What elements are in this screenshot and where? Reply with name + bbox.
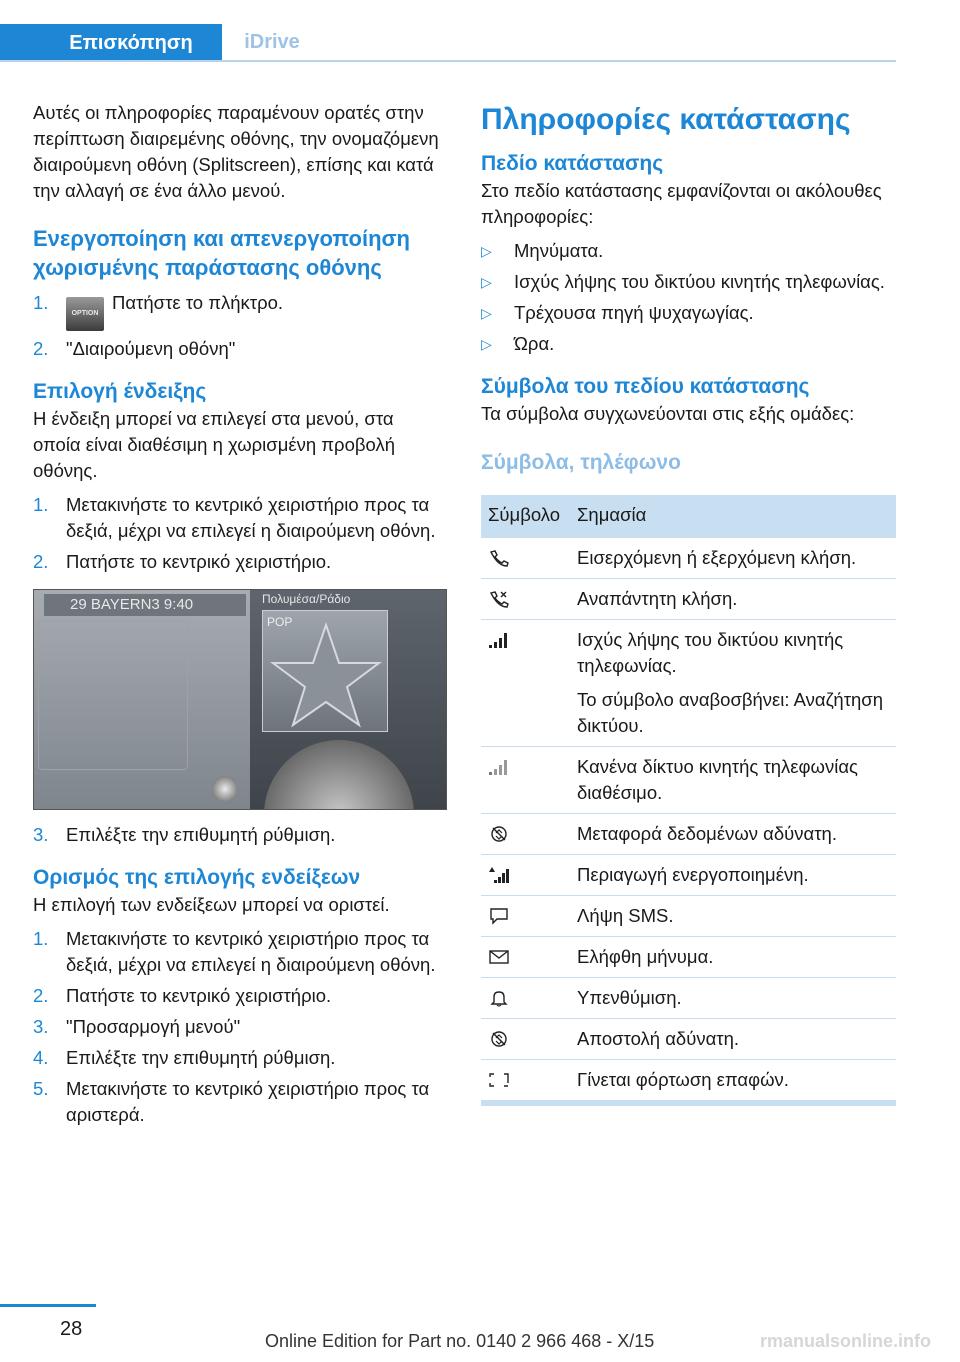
screen-splitscreen-title: Πολυμέσα/Ράδιο [262,592,351,606]
list-item [481,238,896,264]
triangle-bullet-icon: ▷ [481,274,492,290]
step-number: 1. [33,292,49,313]
header-rule [0,60,896,62]
data-blocked-icon [488,825,510,843]
page-header [0,0,896,62]
meaning-cell [570,978,896,1019]
signal-strength-icon [488,631,510,649]
contacts-loading-icon [488,1071,510,1089]
sms-bubble-icon [488,907,510,925]
table-row [481,814,896,855]
controller-knob [212,776,238,802]
list-item [33,1014,445,1040]
list-item-text: Μηνύματα. [514,240,604,261]
heading-select-display: Επιλογή ένδειξης [33,380,207,403]
select-steps [33,492,445,575]
heading-status-field: Πεδίο κατάστασης [481,152,664,175]
meaning-cell [570,937,896,978]
footer-rule [0,1304,96,1307]
symbols-table [481,495,896,1106]
step-number: 2. [33,985,49,1006]
tab-idrive[interactable]: iDrive [244,30,300,53]
symbol-cell [481,620,570,747]
meaning-cell [570,747,896,814]
star-icon [263,611,389,733]
list-item [33,492,445,544]
symbol-cell [481,538,570,579]
list-item-text: Ισχύς λήψης του δικτύου κινητής τηλεφωνίας. [514,271,885,292]
status-field-paragraph: Στο πεδίο κατάστασης εμφανίζονται οι ακόλουθες πληροφορίες: [481,180,882,227]
symbol-cell [481,1060,570,1101]
list-item [33,1076,445,1128]
step-number: 3. [33,1016,49,1037]
step-text: Πατήστε το πλήκτρο. [112,292,284,313]
heading-symbols: Σύμβολα του πεδίου κατάστασης [481,375,810,398]
step-number: 3. [33,824,49,845]
table-row [481,579,896,620]
splitscreen-photo [33,589,447,810]
watermark: rmanualsonline.info [760,1331,932,1351]
table-row [481,1019,896,1060]
meaning-cell [570,620,896,747]
meaning-text: Ισχύς λήψης του δικτύου κινητής τηλεφωνίας. [577,629,844,676]
meaning-text: Γίνεται φόρτωση επαφών. [577,1069,789,1090]
tab-overview[interactable]: Επισκόπηση [0,24,222,62]
step-number: 1. [33,928,49,949]
step-text: Επιλέξτε την επιθυμητή ρύθμιση. [66,824,336,845]
list-item [33,336,445,362]
album-cover [262,610,388,732]
step-text: Επιλέξτε την επιθυμητή ρύθμιση. [66,1047,336,1068]
step-text: Μετακινήστε το κεντρικό χειριστήριο προς τα δεξιά, μέχρι να επιλεγεί η διαιρούμενη οθόνη. [66,928,436,975]
envelope-icon [488,948,510,966]
symbol-cell [481,1019,570,1060]
step-text: "Διαιρούμενη οθόνη" [66,338,236,359]
status-items [481,238,896,357]
table-row [481,747,896,814]
table-row [481,937,896,978]
symbol-cell [481,937,570,978]
symbol-cell [481,978,570,1019]
table-row [481,1060,896,1101]
triangle-bullet-icon: ▷ [481,305,492,321]
meaning-text: Υπενθύμιση. [577,987,682,1008]
meaning-cell [570,814,896,855]
list-item [481,269,896,295]
no-network-icon [488,758,510,776]
meaning-cell [570,896,896,937]
meaning-cell [570,1019,896,1060]
meaning-text: Αποστολή αδύνατη. [577,1028,740,1049]
step-number: 2. [33,338,49,359]
table-footer-row [481,1101,896,1106]
list-item-text: Τρέχουσα πηγή ψυχαγωγίας. [514,302,754,323]
step-number: 2. [33,551,49,572]
heading-status-info: Πληροφορίες κατάστασης [481,103,851,136]
table-header-row [481,495,896,538]
roaming-icon [488,866,510,884]
heading-activate-split: Ενεργοποίηση και απενεργοποίηση χωρισμένης παράστασης οθόνης [33,226,410,280]
table-row [481,855,896,896]
right-column [481,100,896,1106]
list-item [33,290,445,331]
bell-icon [488,989,510,1007]
meaning-text: Περιαγωγή ενεργοποιημένη. [577,864,809,885]
symbol-cell [481,814,570,855]
list-item-text: Ώρα. [514,333,555,354]
step-text: "Προσαρμογή μενού" [66,1016,241,1037]
list-item [33,926,445,978]
step-number: 1. [33,494,49,515]
step-number: 5. [33,1078,49,1099]
meaning-text: Ελήφθη μήνυμα. [577,946,714,967]
table-footer-bar [481,1101,896,1106]
table-row [481,538,896,579]
triangle-bullet-icon: ▷ [481,243,492,259]
edition-line: Online Edition for Part no. 0140 2 966 468 - X/15 [265,1331,655,1351]
send-blocked-icon [488,1030,510,1048]
activate-steps [33,290,445,362]
page-number: 28 [60,1318,83,1340]
missed-call-icon [488,590,510,608]
list-item [33,1045,445,1071]
list-item [33,983,445,1009]
triangle-bullet-icon: ▷ [481,336,492,352]
screen-status-strip: 29 BAYERN3 9:40 [44,594,246,616]
left-column [33,100,445,1133]
column-header-meaning: Σημασία [570,495,896,538]
phone-handset-icon [488,549,510,567]
list-item [33,549,445,575]
screen-bezel [38,620,188,770]
meaning-cell [570,579,896,620]
table-row [481,978,896,1019]
meaning-text: Αναπάντητη κλήση. [577,588,738,609]
select-paragraph: Η ένδειξη μπορεί να επιλεγεί στα μενού, στα οποία είναι διαθέσιμη η χωρισμένη προβολή οθόνης. [33,408,395,481]
list-item [33,822,445,848]
list-item [481,331,896,357]
step-text: Πατήστε το κεντρικό χειριστήριο. [66,985,332,1006]
table-row [481,896,896,937]
heading-define-selection: Ορισμός της επιλογής ενδείξεων [33,866,361,889]
define-steps [33,926,445,1128]
column-header-symbol: Σύμβολο [481,495,570,538]
option-button-icon: OPTION [66,297,104,331]
table-row [481,620,896,747]
step-text: Μετακινήστε το κεντρικό χειριστήριο προς τα αριστερά. [66,1078,430,1125]
symbol-cell [481,896,570,937]
meaning-text: Μεταφορά δεδομένων αδύνατη. [577,823,837,844]
intro-paragraph: Αυτές οι πληροφορίες παραμένουν ορατές στην περίπτωση διαιρεμένης οθόνης, την ονομαζόμενη διαιρούμενη οθόνη (Splitscreen), επίσης και κατά την αλλαγή σε ένα άλλο μενού. [33,102,439,201]
meaning-cell [570,538,896,579]
symbols-paragraph: Τα σύμβολα συγχωνεύονται στις εξής ομάδες: [481,403,855,424]
meaning-text: Λήψη SMS. [577,905,674,926]
meaning-cell [570,1060,896,1101]
symbol-cell [481,579,570,620]
symbol-cell [481,855,570,896]
list-item [481,300,896,326]
select-steps-continued [33,822,445,848]
meaning-subtext: Το σύμβολο αναβοσβήνει: Αναζήτηση δικτύου. [577,689,884,736]
heading-phone-symbols: Σύμβολα, τηλέφωνο [481,451,681,474]
symbol-cell [481,747,570,814]
step-number: 4. [33,1047,49,1068]
meaning-text: Κανένα δίκτυο κινητής τηλεφωνίας διαθέσιμο. [577,756,858,803]
define-paragraph: Η επιλογή των ενδείξεων μπορεί να οριστεί. [33,894,390,915]
album-cover-label: POP [267,615,293,629]
meaning-text: Εισερχόμενη ή εξερχόμενη κλήση. [577,547,857,568]
step-text: Μετακινήστε το κεντρικό χειριστήριο προς τα δεξιά, μέχρι να επιλεγεί η διαιρούμενη οθόνη. [66,494,436,541]
meaning-cell [570,855,896,896]
step-text: Πατήστε το κεντρικό χειριστήριο. [66,551,332,572]
